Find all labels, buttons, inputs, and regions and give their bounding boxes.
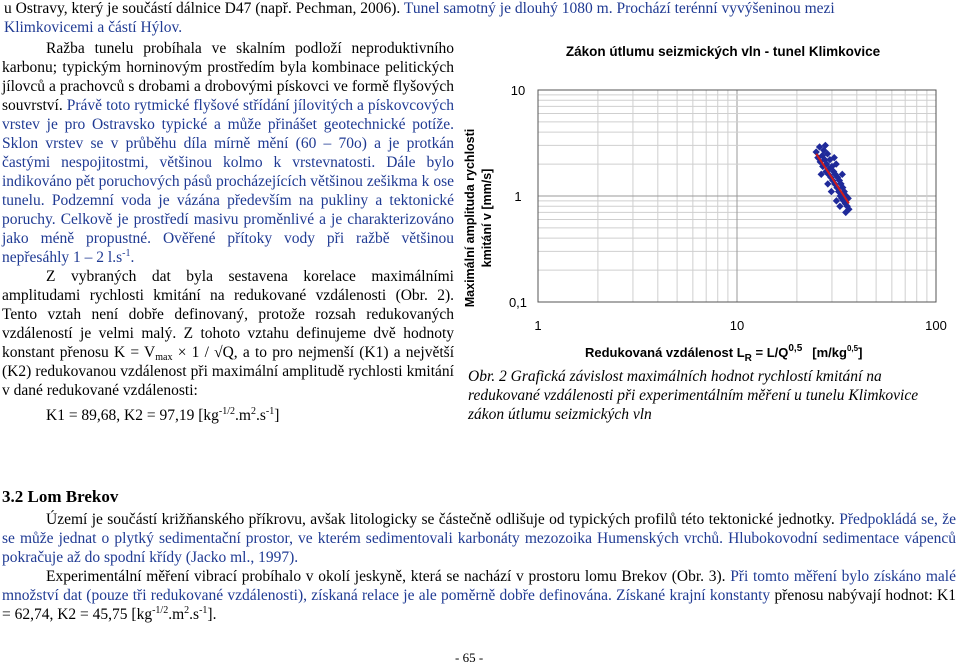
paragraph-correlation [2,267,454,400]
left-column [2,39,454,425]
x-axis-label-main: Redukovaná vzdálenost L [585,345,745,360]
y-tick-labels [509,83,527,310]
intro-line2-blue: Klimkovicemi a částí Hýlov. [4,19,183,36]
x-axis-label-mid: = L/Q [751,345,789,360]
formula-k [2,406,454,425]
section-p2-sup3: -1 [199,605,208,616]
paragraph-geology-blue: Právě toto rytmické flyšové střídání jílovitých a pískovcových vrstev je pro Ostravsko typické a může přinášet geotechnické potíže. Sklon vrstev se v průběhu díla mírně mění (60 – 70o) a je protkán častými nespojitostmi, většinou kolmo k vrstevnatosti. Dále bylo indikováno pět poruchových pásů procházejících většinou zešikma k ose tunelu. Podzemní voda je vázána především na pukliny a tektonické poruchy. Celkově je prostředí masivu proměnlivé a je charakterizováno jako méně propustné. [2,97,455,247]
intro-line1-blue: Tunel samotný je dlouhý 1080 m. Prochází terénní vyvýšeninou mezi [403,0,835,17]
paragraph-correlation-tail: × 1 / √Q, a to pro nejmenší (K1) a největší (K2) redukovanou vzdálenost při maximální amplitudě rychlosti kmitání v dané redukované vzdálenosti: [2,344,454,399]
chart-grid [538,90,936,302]
chart-svg [460,30,960,370]
paragraph-correlation-text: Z vybraných dat byla sestavena korelace maximálními amplitudami rychlosti kmitání na redukované vzdálenosti (Obr. 2). Tento vztah není dobře definovaný, protože rozsah redukovaných vzdáleností je velmi malý. Z tohoto vztahu definujeme dvě hodnoty konstant přenosu K = V [2,268,454,361]
intro-line1: u Ostravy, který je součástí dálnice D47 (např. Pechman, 2006). [4,0,401,17]
paragraph-geology-sup: -1 [122,248,131,259]
formula-main: K1 = 89,68, K2 = 97,19 [kg [46,407,219,424]
section-p2-end2: ]. [207,606,217,623]
paragraph-geology [2,39,454,267]
section-body [2,510,956,624]
x-tick-labels [534,318,946,333]
vmax-subscript: max [155,352,173,363]
section-p2-end: přenosu nabývají hodnot: K1 = 62,74, K2 = 45,75 [kg [2,587,956,623]
section-p2-blue: Při tomto měření bylo získáno malé množství dat (pouze tři redukované vzdálenosti), získaná relace je ale poměrně dobře definována. Získané krajní konstanty [2,568,956,604]
section-paragraph-1 [2,510,956,567]
x-axis-label-sub: R [744,353,752,364]
y-tick-label: 0,1 [508,295,528,310]
page-number: - 65 - [455,650,484,665]
x-axis-unit: [m/kg [812,345,847,360]
section-p2-mid: .m [168,606,185,623]
x-axis-unit-end: ] [858,345,863,360]
paragraph-geology-end: Ověřené přítoky vody při ražbě většinou nepřesáhly 1 – 2 l.s [2,230,455,266]
section-p2-text: Experimentální měření vibrací probíhalo v okolí jeskyně, která se nachází v prostoru lomu Brekov (Obr. 3). [46,568,726,585]
section-p2-sup2: 2 [184,605,190,616]
formula-sup2: 2 [250,406,256,417]
caption-text: Grafická závislost maximálních hodnot rychlostí kmitání na redukované vzdálenosti při experimentálním měření u tunelu Klimkovice zákon útlumu seizmických vln [468,368,919,423]
data-point [828,188,835,195]
formula-mid: .m [235,407,251,424]
paragraph-geology-text: Ražba tunelu probíhala ve skalním podloží neproduktivního karbonu; typickým horninovým prostředím byla kombinace pelitických jílovců a prachovců s drobami a drobovými pískovci ve formě flyšových souvrství. [2,40,454,114]
section-p1-text: Území je součástí križňanského příkrovu, avšak litologicky se částečně odlišuje od typických profilů této tektonické jednotky. [46,511,835,528]
x-axis-label-sup: 0,5 [788,343,803,354]
attenuation-chart [460,30,960,370]
x-tick-label: 100 [925,318,947,333]
caption-label: Obr. 2 [468,368,507,385]
y-tick-label: 10 [510,83,526,98]
x-tick-label: 1 [534,318,542,333]
y-tick-label: 1 [514,189,522,204]
section-p2-mid2: .s [189,606,200,623]
formula-sup3: -1 [265,406,275,417]
section-p2-sup1: -1/2 [152,605,169,616]
section-p1-blue: Předpokládá se, že se může jednat o plytký sedimentační prostor, ve kterém sedimentovali karbonáty mezozoika Humenských vrchů. Hlubokovodní sedimentace vápenců pokračuje až do spodní křídy (Jacko ml., 1997). [2,511,957,566]
formula-sup1: -1/2 [218,406,236,417]
y-axis-label-line2: kmitání v [mm/s] [480,168,494,268]
figure-caption [468,367,956,424]
x-tick-label: 10 [729,318,745,333]
formula-mid2: .s [255,407,266,424]
section-paragraph-2 [2,567,956,624]
paragraph-geology-tail: . [130,249,135,266]
section-heading: 3.2 Lom Brekov [2,487,119,506]
y-axis-label [463,129,494,308]
y-axis-label-line1: Maximální amplituda rychlosti [463,128,477,308]
x-axis-label [585,343,862,364]
formula-end: ] [274,407,280,424]
chart-title: Zákon útlumu seizmických vln - tunel Klimkovice [565,44,881,59]
x-axis-unit-sup: 0,5 [846,344,859,353]
